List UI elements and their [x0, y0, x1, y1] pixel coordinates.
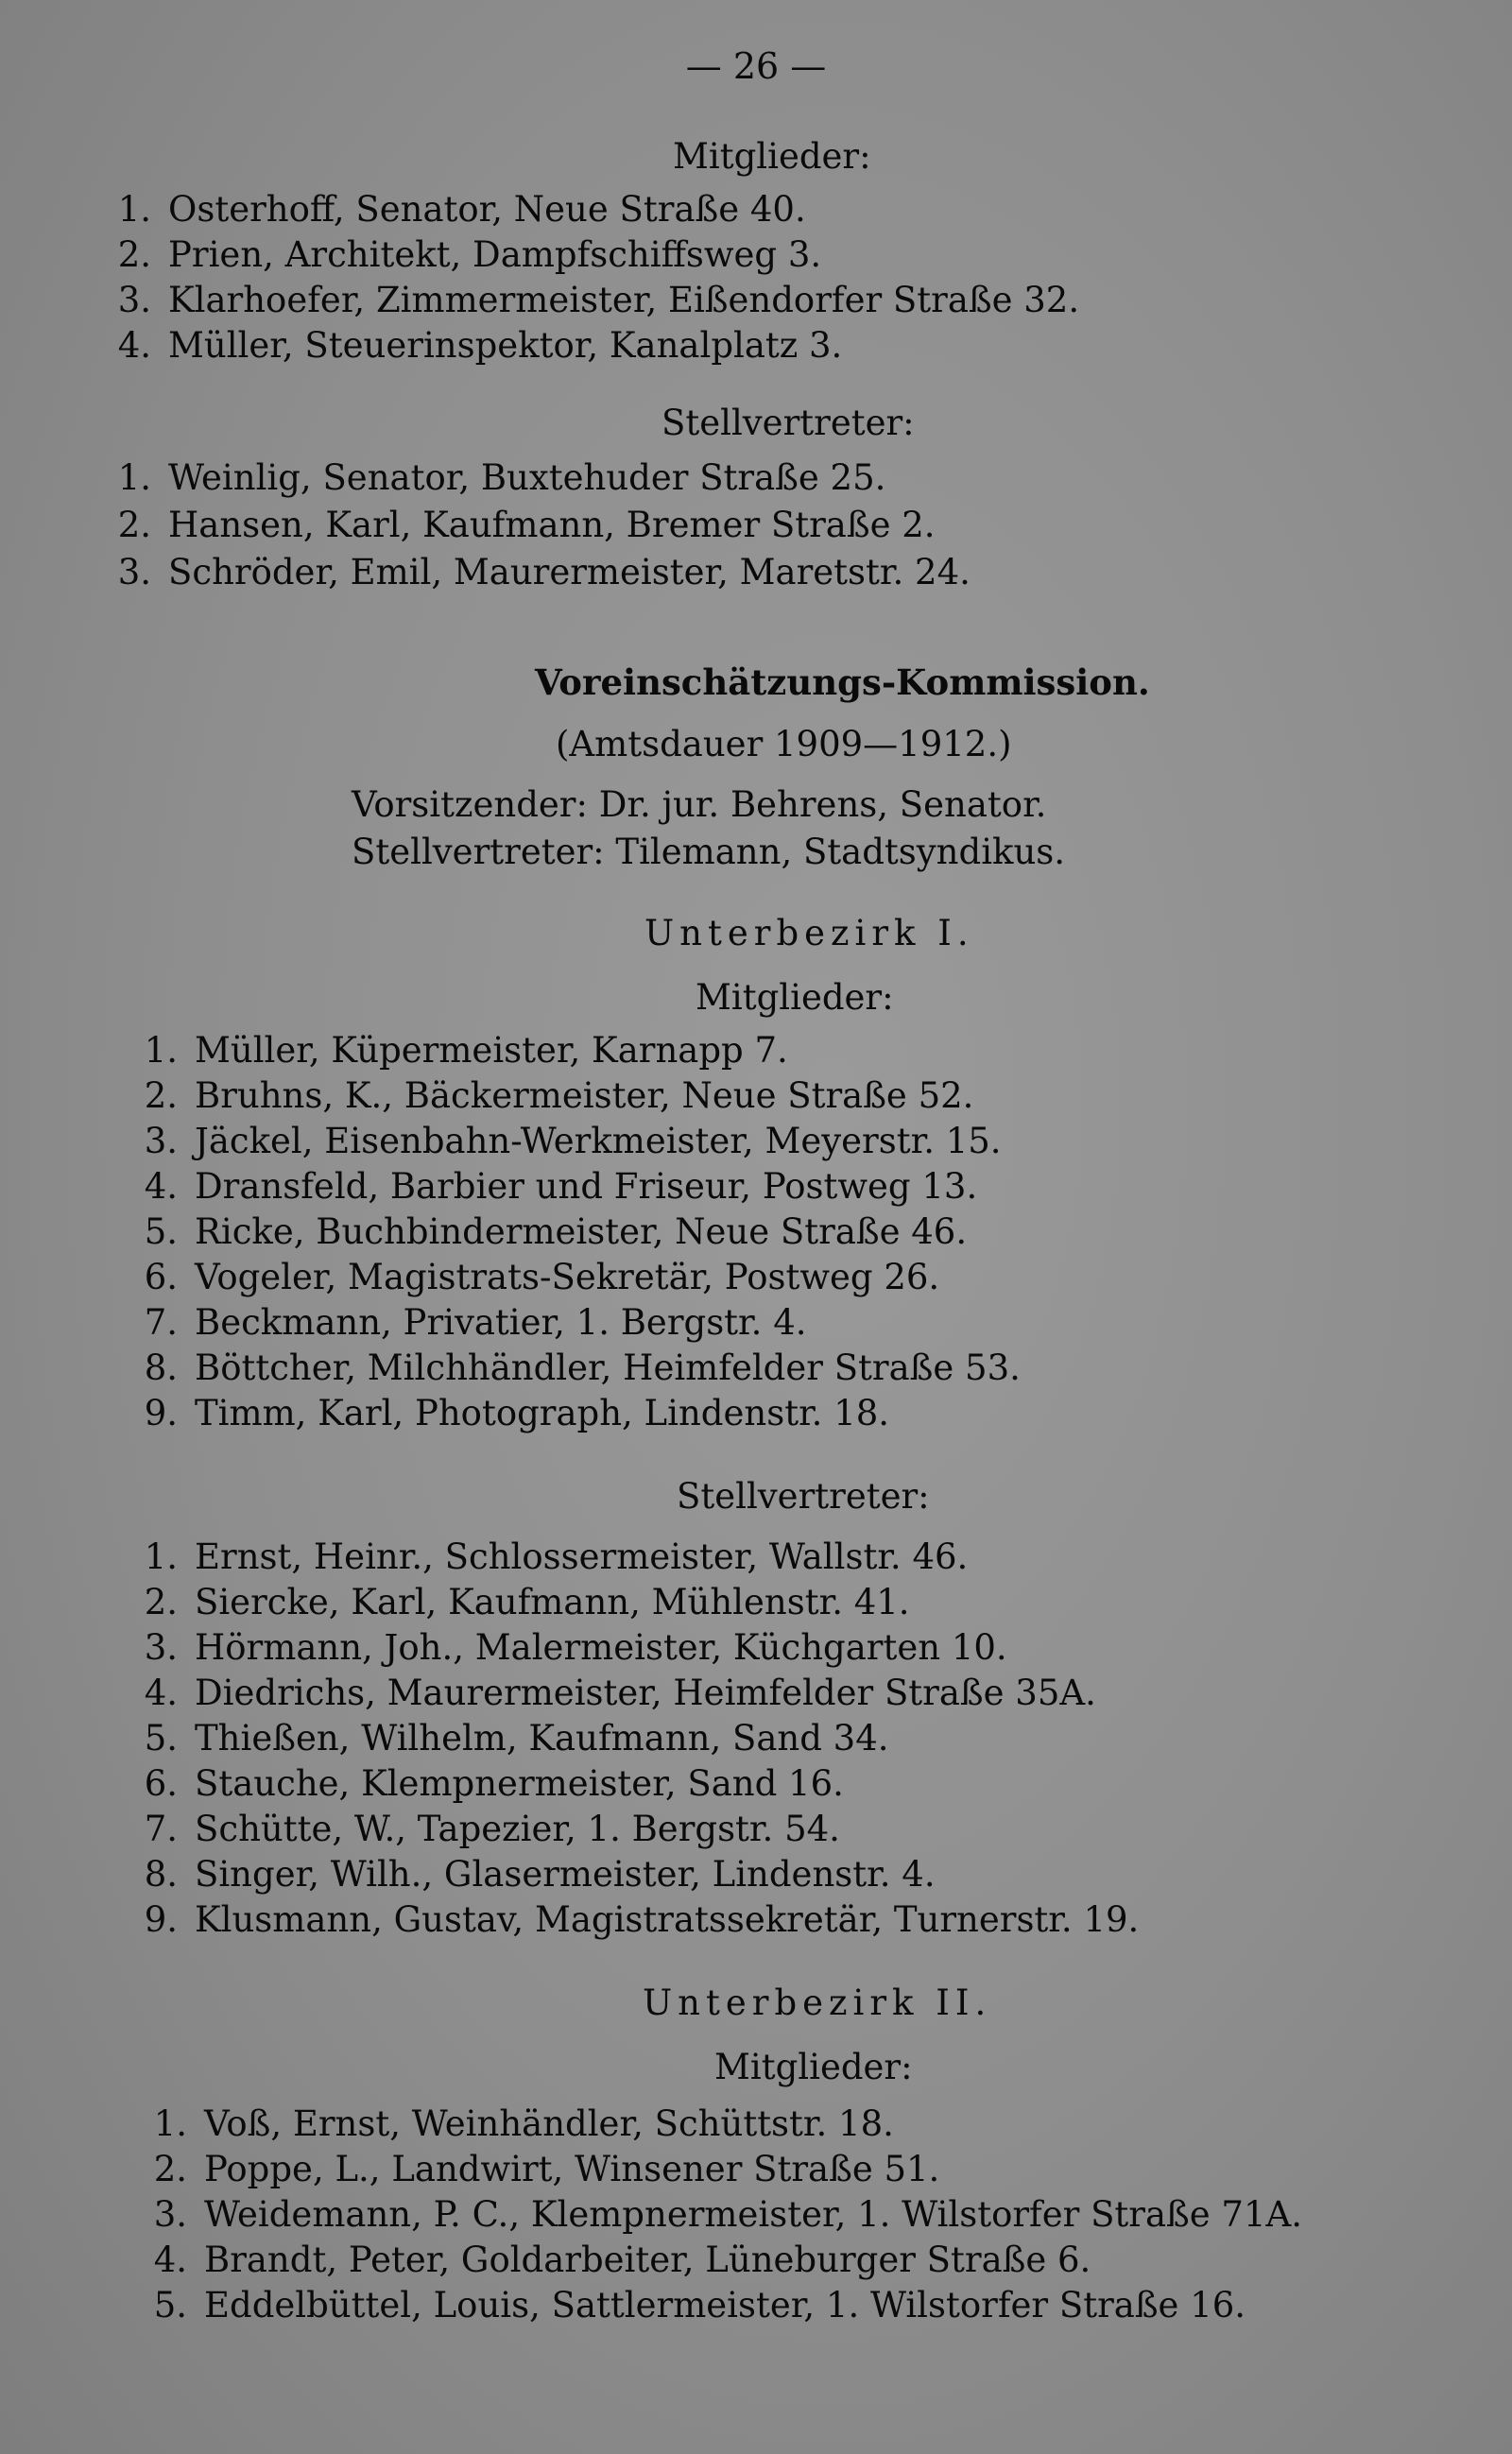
item-number: 5. [144, 1718, 178, 1759]
item-text: Singer, Wilh., Glasermeister, Lindenstr. 4. [195, 1854, 936, 1895]
item-number: 7. [144, 1809, 178, 1849]
list-item [132, 1393, 889, 1434]
list-item [106, 505, 936, 546]
list-item [132, 1257, 939, 1298]
item-number: 6. [144, 1257, 178, 1297]
item-text: Hörmann, Joh., Malermeister, Küchgarten 10. [195, 1627, 1007, 1668]
item-text: Ernst, Heinr., Schlossermeister, Wallstr. 46. [195, 1536, 969, 1577]
item-text: Dransfeld, Barbier und Friseur, Postweg 13. [195, 1166, 978, 1207]
item-number: 2. [117, 505, 151, 545]
item-text: Osterhoff, Senator, Neue Straße 40. [168, 189, 806, 230]
item-text: Bruhns, K., Bäckermeister, Neue Straße 52. [195, 1075, 974, 1116]
item-text: Schröder, Emil, Maurermeister, Maretstr. 24. [168, 552, 971, 592]
item-text: Timm, Karl, Photograph, Lindenstr. 18. [195, 1393, 890, 1433]
item-number: 3. [153, 2194, 187, 2235]
item-text: Müller, Steuerinspektor, Kanalplatz 3. [168, 325, 843, 366]
item-number: 9. [144, 1899, 178, 1940]
list-item [106, 189, 806, 231]
list-item [132, 1030, 788, 1072]
item-text: Klarhoefer, Zimmermeister, Eißendorfer Straße 32. [168, 280, 1080, 320]
item-text: Voß, Ernst, Weinhändler, Schüttstr. 18. [204, 2103, 894, 2144]
item-text: Brandt, Peter, Goldarbeiter, Lüneburger Straße 6. [204, 2239, 1091, 2280]
list-item [132, 1718, 889, 1759]
item-text: Vogeler, Magistrats-Sekretär, Postweg 26. [195, 1257, 940, 1297]
deputies-heading: Stellvertreter: [677, 1476, 930, 1517]
list-item [132, 1854, 936, 1896]
list-item [132, 1536, 968, 1578]
item-text: Stauche, Klempnermeister, Sand 16. [195, 1763, 844, 1804]
list-item [132, 1347, 1021, 1389]
item-text: Diedrichs, Maurermeister, Heimfelder Straße 35A. [195, 1673, 1096, 1713]
list-item [132, 1673, 1096, 1714]
item-number: 4. [117, 325, 151, 366]
commission-deputy: Stellvertreter: Tilemann, Stadtsyndikus. [352, 832, 1066, 872]
item-number: 9. [144, 1393, 178, 1433]
list-item [106, 552, 971, 593]
list-item [132, 1627, 1007, 1669]
item-text: Böttcher, Milchhändler, Heimfelder Straße 53. [195, 1347, 1021, 1388]
item-number: 2. [144, 1582, 178, 1622]
item-number: 3. [144, 1627, 178, 1668]
list-item [132, 1763, 844, 1805]
commission-chair: Vorsitzender: Dr. jur. Behrens, Senator. [352, 784, 1047, 825]
list-item [132, 1302, 807, 1344]
item-text: Jäckel, Eisenbahn-Werkmeister, Meyerstr. 15. [195, 1121, 1002, 1161]
item-number: 2. [144, 1075, 178, 1116]
members-heading: Mitglieder: [673, 136, 871, 177]
item-number: 3. [117, 280, 151, 320]
item-number: 1. [153, 2103, 187, 2144]
list-item [142, 2194, 1302, 2236]
item-number: 6. [144, 1763, 178, 1804]
list-item [132, 1211, 967, 1253]
list-item [132, 1121, 1002, 1162]
item-text: Weinlig, Senator, Buxtehuder Straße 25. [168, 457, 886, 498]
item-text: Siercke, Karl, Kaufmann, Mühlenstr. 41. [195, 1582, 910, 1622]
item-number: 4. [144, 1166, 178, 1207]
item-text: Klusmann, Gustav, Magistratssekretär, Turnerstr. 19. [195, 1899, 1140, 1940]
item-text: Ricke, Buchbindermeister, Neue Straße 46. [195, 1211, 968, 1252]
item-number: 2. [153, 2149, 187, 2189]
item-number: 3. [117, 552, 151, 592]
item-number: 4. [144, 1673, 178, 1713]
item-text: Schütte, W., Tapezier, 1. Bergstr. 54. [195, 1809, 840, 1849]
item-number: 3. [144, 1121, 178, 1161]
deputies-heading: Stellvertreter: [662, 403, 915, 443]
list-item [106, 280, 1079, 321]
item-number: 8. [144, 1854, 178, 1895]
list-item [106, 457, 885, 499]
list-item [106, 325, 842, 367]
item-number: 2. [117, 234, 151, 275]
list-item [132, 1809, 840, 1850]
item-text: Beckmann, Privatier, 1. Bergstr. 4. [195, 1302, 807, 1343]
item-number: 1. [117, 457, 151, 498]
list-item [106, 234, 821, 276]
item-number: 5. [144, 1211, 178, 1252]
item-number: 7. [144, 1302, 178, 1343]
commission-term: (Amtsdauer 1909—1912.) [556, 724, 1012, 764]
item-text: Prien, Architekt, Dampfschiffsweg 3. [168, 234, 822, 275]
members-heading: Mitglieder: [714, 2047, 913, 2087]
list-item [132, 1899, 1139, 1941]
item-number: 8. [144, 1347, 178, 1388]
item-number: 1. [144, 1536, 178, 1577]
list-item [142, 2285, 1246, 2326]
list-item [132, 1075, 973, 1117]
item-text: Weidemann, P. C., Klempnermeister, 1. Wilstorfer Straße 71A. [204, 2194, 1302, 2235]
item-text: Hansen, Karl, Kaufmann, Bremer Straße 2. [168, 505, 936, 545]
list-item [132, 1582, 910, 1623]
district-heading: Unterbezirk I. [644, 913, 974, 953]
list-item [142, 2103, 894, 2145]
list-item [142, 2149, 939, 2190]
item-number: 1. [144, 1030, 178, 1071]
item-number: 4. [153, 2239, 187, 2280]
item-text: Poppe, L., Landwirt, Winsener Straße 51. [204, 2149, 940, 2189]
item-text: Eddelbüttel, Louis, Sattlermeister, 1. Wilstorfer Straße 16. [204, 2285, 1246, 2325]
item-number: 5. [153, 2285, 187, 2325]
item-text: Thießen, Wilhelm, Kaufmann, Sand 34. [195, 1718, 889, 1759]
list-item [142, 2239, 1091, 2281]
item-number: 1. [117, 189, 151, 230]
members-heading: Mitglieder: [696, 977, 894, 1018]
page-number: — 26 — [685, 45, 827, 87]
item-text: Müller, Küpermeister, Karnapp 7. [195, 1030, 788, 1071]
commission-title: Voreinschätzungs-Kommission. [535, 661, 1150, 703]
district-heading: Unterbezirk II. [643, 1982, 992, 2023]
list-item [132, 1166, 977, 1208]
